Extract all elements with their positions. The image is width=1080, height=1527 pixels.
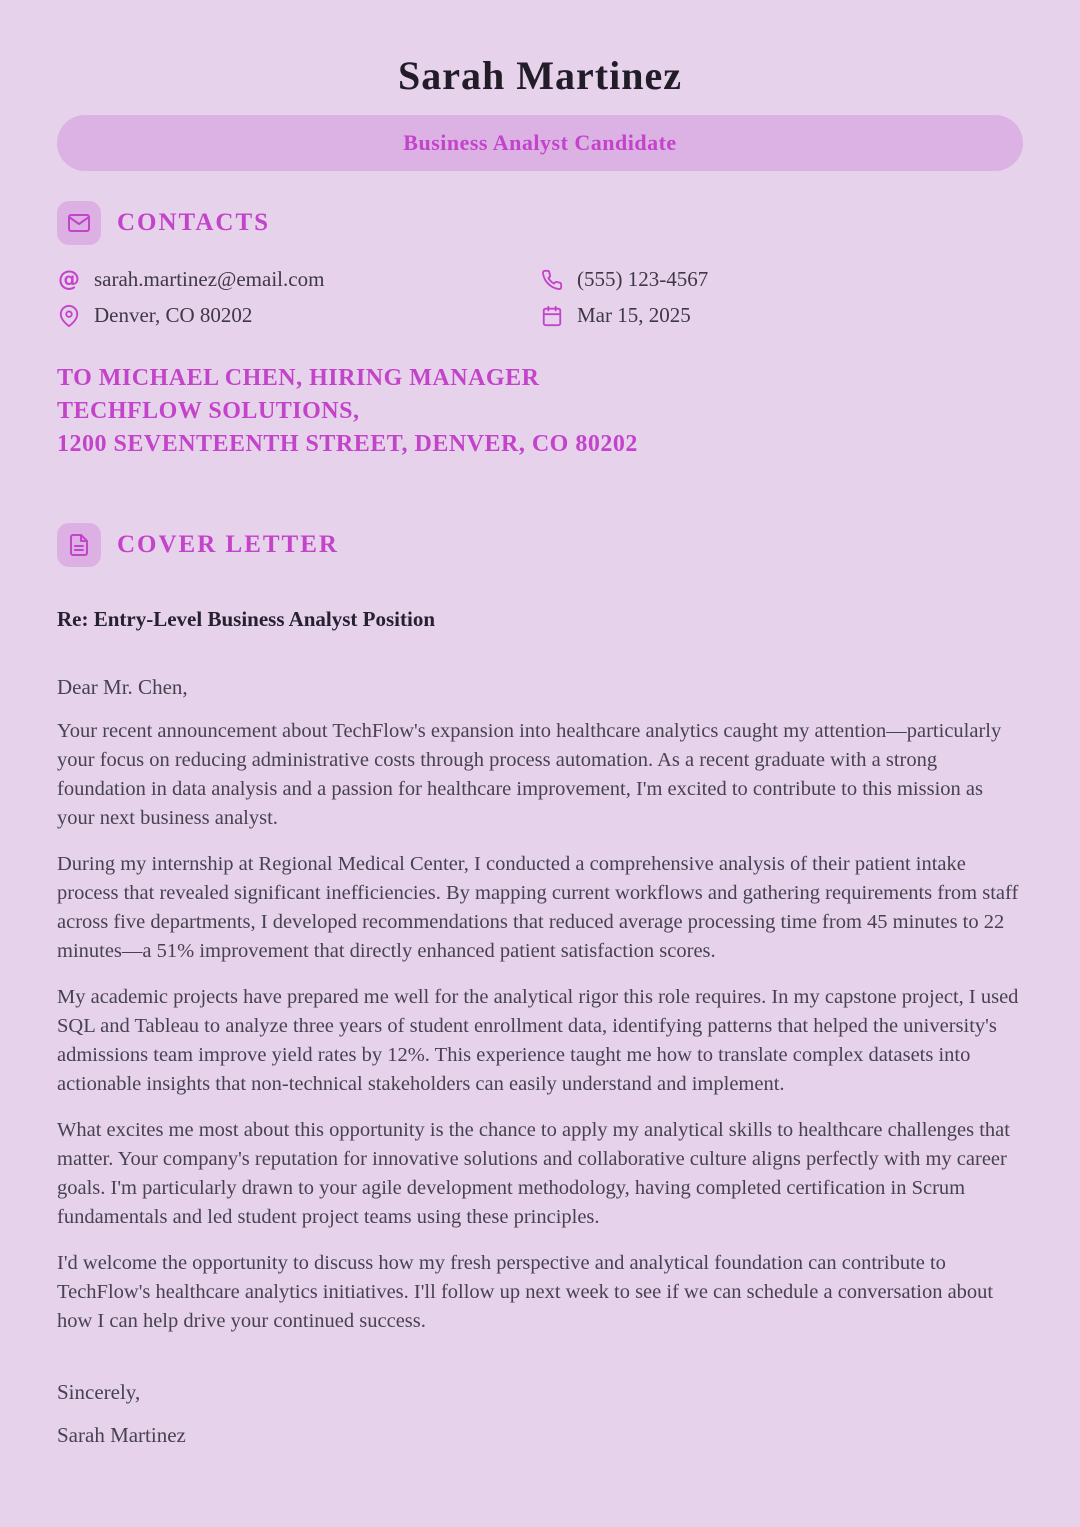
contacts-section-title: CONTACTS xyxy=(117,209,271,236)
contacts-section-header xyxy=(57,201,1023,245)
salutation: Dear Mr. Chen, xyxy=(57,675,188,699)
letter-paragraph-5: I'd welcome the opportunity to discuss how my fresh perspective and analytical foundation can contribute to TechFlow's healthcare analytics initiatives. I'll follow up next week to see if we can schedule a conversation about how I can help drive your continued success. xyxy=(57,1252,994,1332)
envelope-icon xyxy=(57,201,101,245)
subject-line: Re: Entry-Level Business Analyst Position xyxy=(57,607,436,631)
calendar-icon xyxy=(540,305,564,327)
recipient-line-2: TECHFLOW SOLUTIONS, xyxy=(57,398,360,424)
contact-email xyxy=(57,267,540,292)
letter-paragraph-4: What excites me most about this opportunity is the chance to apply my analytical skills to healthcare challenges that matter. Your company's reputation for innovative solutions and collaborative culture aligns perfectly with my career goals. I'm particularly drawn to your agile development methodology, having completed certification in Scrum fundamentals and led student project teams using these principles. xyxy=(57,1119,1010,1228)
role-badge-label: Business Analyst Candidate xyxy=(403,130,677,155)
recipient-line-1: TO MICHAEL CHEN, HIRING MANAGER xyxy=(57,365,540,391)
contact-email-value: sarah.martinez@email.com xyxy=(94,267,325,291)
location-pin-icon xyxy=(57,305,81,327)
at-icon: @ xyxy=(58,266,80,292)
contact-grid xyxy=(57,267,1023,328)
letter-paragraph-1: Your recent announcement about TechFlow's expansion into healthcare analytics caught my attention—particularly your focus on reducing administrative costs through process automation. As a recent graduate with a strong foundation in data analysis and a passion for healthcare improvement, I'm excited to contribute to this mission as your next business analyst. xyxy=(57,720,1002,829)
role-badge xyxy=(57,115,1023,171)
letter-paragraph-3: My academic projects have prepared me well for the analytical rigor this role requires. In my capstone project, I used SQL and Tableau to analyze three years of student enrollment data, identifying patterns that helped the university's admissions team improve yield rates by 12%. This experience taught me how to translate complex datasets into actionable insights that non-technical stakeholders can easily understand and implement. xyxy=(57,986,1019,1095)
letter-body xyxy=(57,717,1023,1336)
contact-date-value: Mar 15, 2025 xyxy=(577,303,691,327)
phone-icon xyxy=(540,269,564,291)
contact-location xyxy=(57,303,540,328)
cover-letter-section-title: COVER LETTER xyxy=(117,531,339,558)
recipient-address xyxy=(57,362,1023,461)
document-icon xyxy=(57,523,101,567)
contact-phone xyxy=(540,267,1023,292)
recipient-line-3: 1200 SEVENTEENTH STREET, DENVER, CO 80202 xyxy=(57,431,638,457)
contact-date xyxy=(540,303,1023,328)
signature-name: Sarah Martinez xyxy=(57,1423,186,1447)
contact-location-value: Denver, CO 80202 xyxy=(94,303,253,327)
cover-letter-section-header xyxy=(57,523,1023,567)
letter-paragraph-2: During my internship at Regional Medical Center, I conducted a comprehensive analysis of their patient intake process that revealed significant inefficiencies. By mapping current workflows and gathering requirements from staff across five departments, I developed recommendations that reduced average processing time from 45 minutes to 22 minutes—a 51% improvement that directly enhanced patient satisfaction scores. xyxy=(57,853,1019,962)
candidate-name: Sarah Martinez xyxy=(398,53,682,98)
closing: Sincerely, xyxy=(57,1380,141,1404)
contact-phone-value: (555) 123-4567 xyxy=(577,267,709,291)
cover-letter-section xyxy=(57,523,1023,1448)
